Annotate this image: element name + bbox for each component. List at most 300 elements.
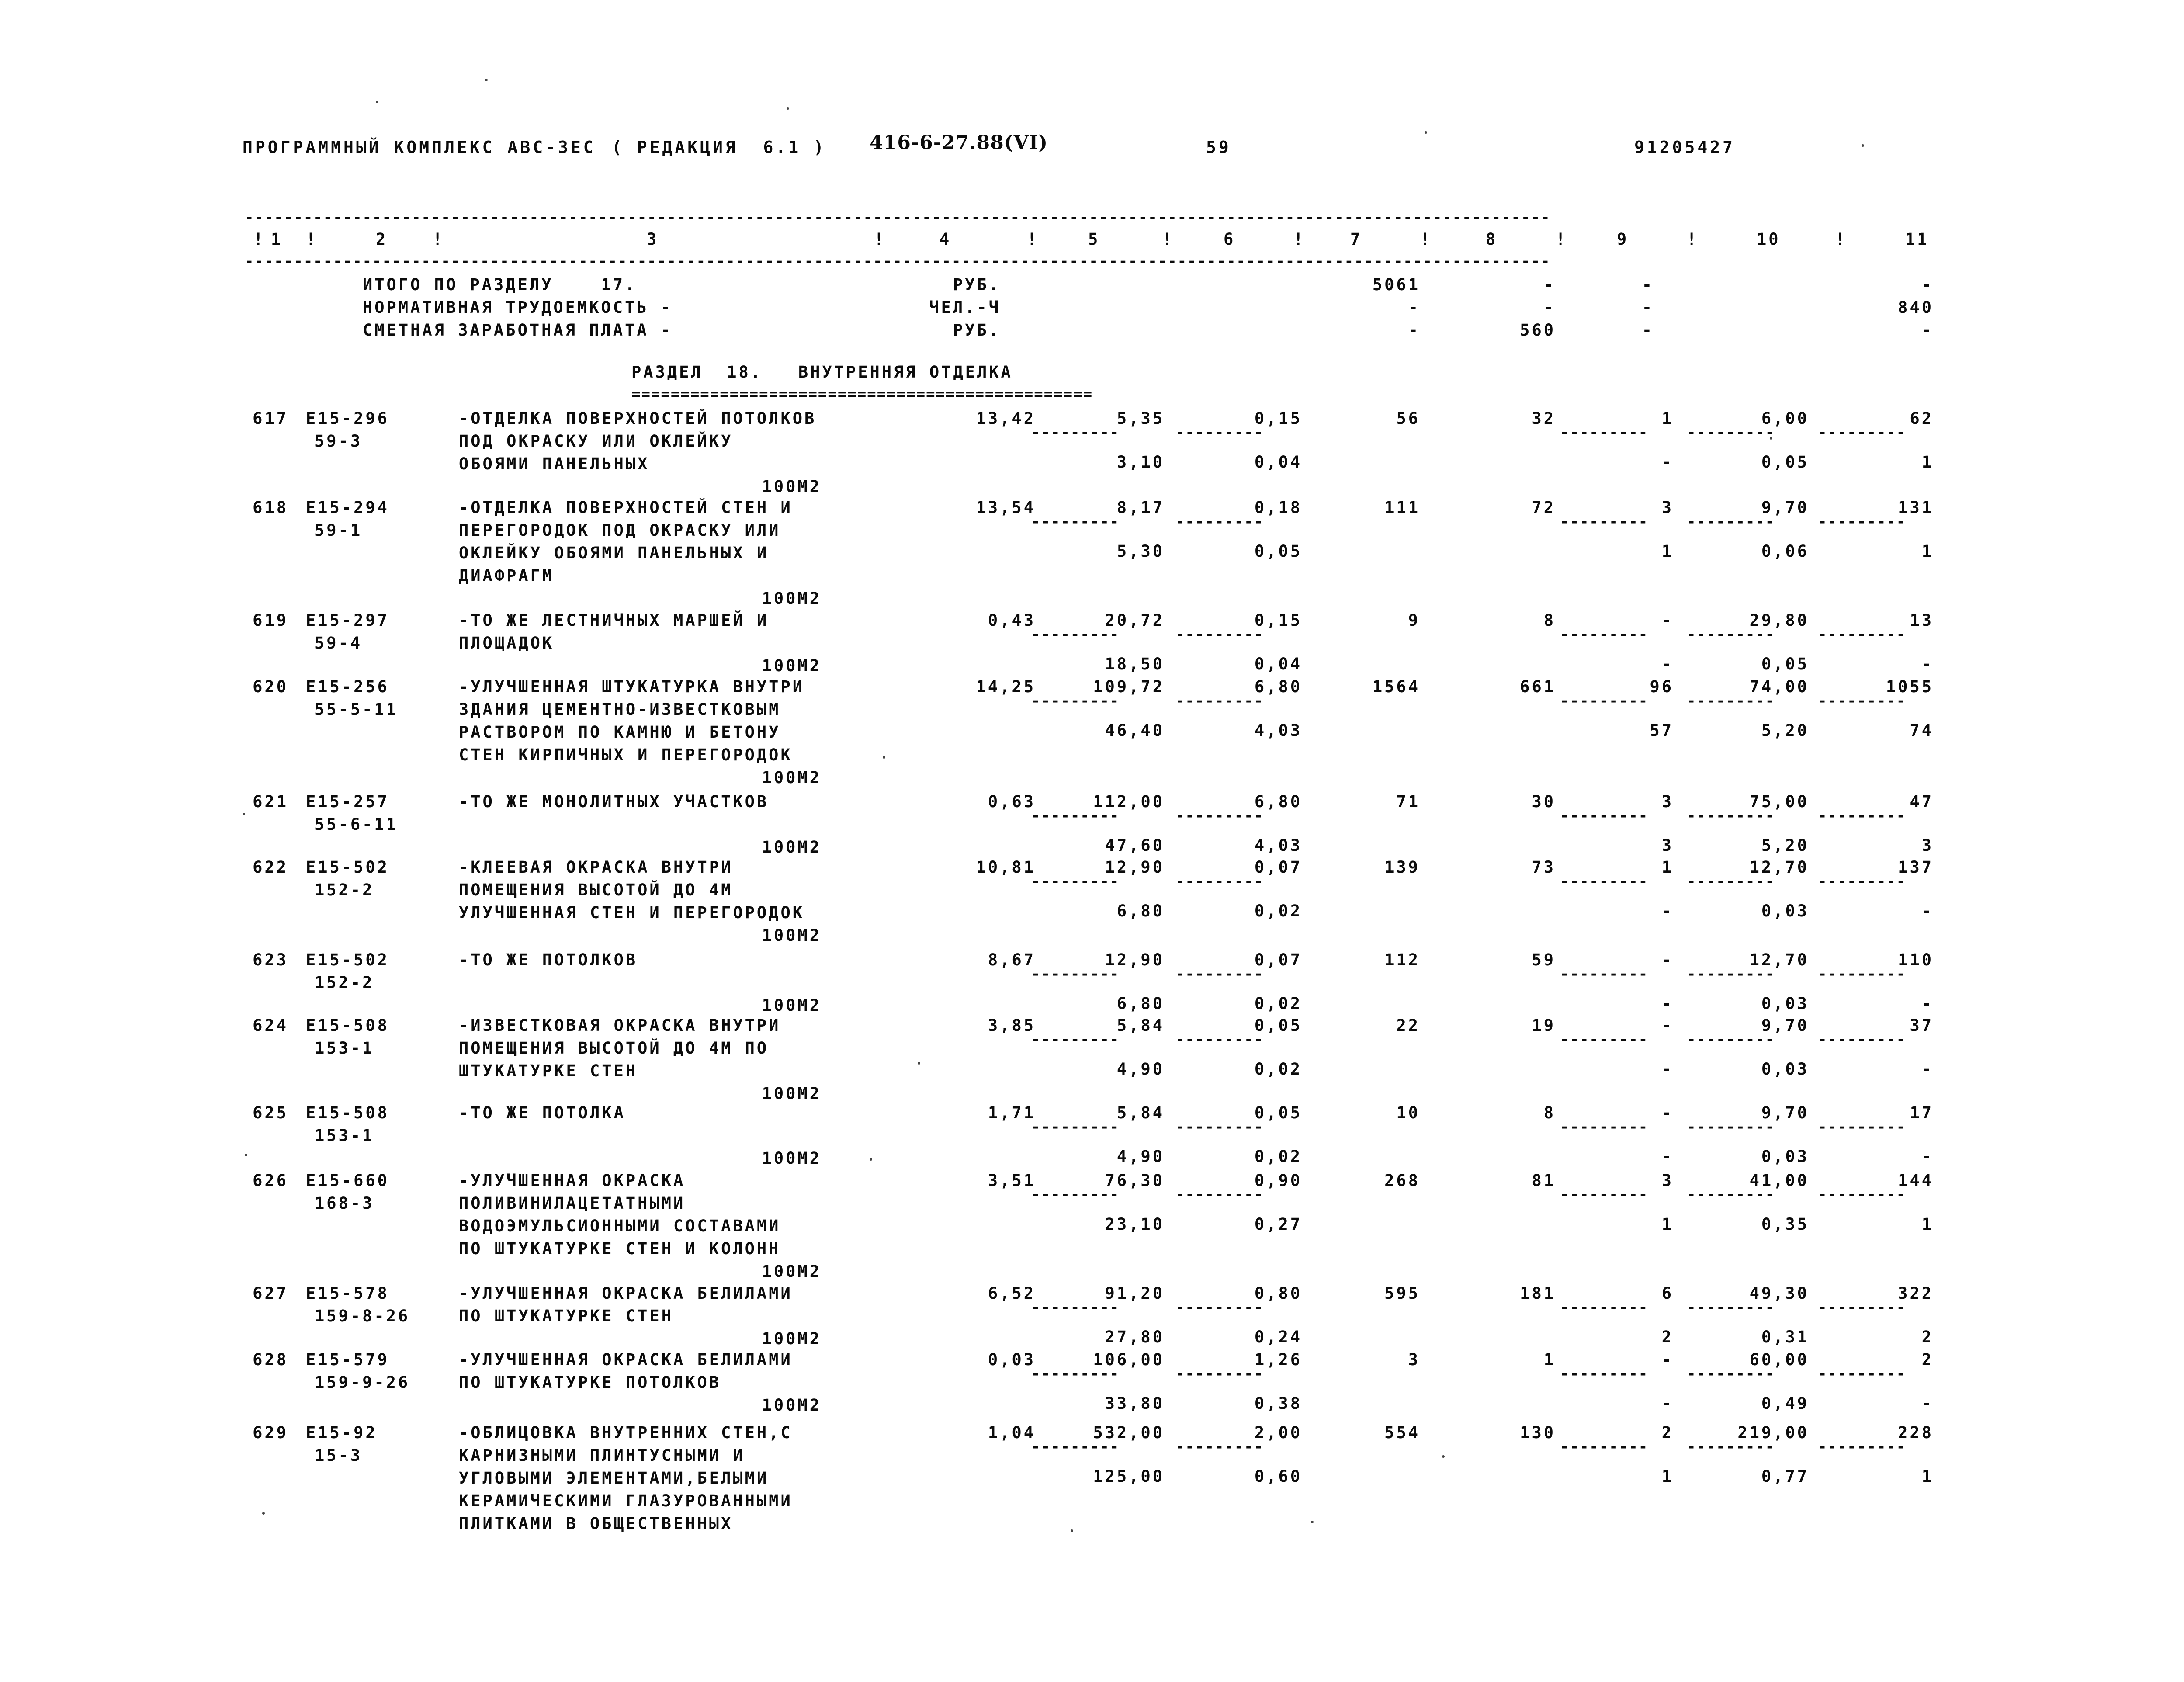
row-unit-cost: 106,00 xyxy=(1093,1350,1165,1369)
column-separator: ! xyxy=(874,230,886,249)
scan-speck xyxy=(262,1512,265,1515)
row-c9-sub: - xyxy=(1661,453,1674,472)
row-dash-rule: --------- xyxy=(1687,970,1775,978)
row-dash-rule: --------- xyxy=(1175,877,1264,886)
row-unit-labour-sub: 0,04 xyxy=(1254,453,1302,472)
row-total-wages: 661 xyxy=(1520,677,1556,696)
row-total-wages: 8 xyxy=(1543,1103,1556,1122)
row-quantity: 0,43 xyxy=(988,611,1036,630)
row-norm-ref: 55-5-11 xyxy=(315,700,398,719)
scan-speck xyxy=(1071,1529,1073,1532)
scan-speck xyxy=(245,1154,247,1156)
row-norm-code: Е15-297 xyxy=(306,611,389,630)
row-dash-rule: --------- xyxy=(1175,517,1264,526)
row-quantity: 14,25 xyxy=(976,677,1036,696)
program-name: ПРОГРАММНЫЙ КОМПЛЕКС АВС-3ЕС xyxy=(243,138,596,157)
row-dash-rule: --------- xyxy=(1175,970,1264,978)
row-measure-unit: 100М2 xyxy=(762,1329,822,1348)
row-c11-sub: 3 xyxy=(1921,836,1934,855)
column-separator: ! xyxy=(1027,230,1039,249)
row-c10-sub: 0,03 xyxy=(1761,1060,1809,1079)
row-unit-cost-sub: 33,80 xyxy=(1105,1394,1165,1413)
row-number: 629 xyxy=(253,1423,288,1442)
row-description: ДИАФРАГМ xyxy=(459,566,555,585)
row-dash-rule: --------- xyxy=(1031,1370,1120,1378)
column-number: 11 xyxy=(1905,230,1929,249)
row-measure-unit: 100М2 xyxy=(762,656,822,675)
row-total-wages: 130 xyxy=(1520,1423,1556,1442)
row-unit-labour-sub: 4,03 xyxy=(1254,721,1302,740)
column-number: 6 xyxy=(1224,230,1236,249)
row-description: ПЛИТКАМИ В ОБЩЕСТВЕННЫХ xyxy=(459,1514,733,1533)
row-unit-cost: 20,72 xyxy=(1105,611,1165,630)
row-dash-rule: --------- xyxy=(1818,630,1907,639)
total-c8: 560 xyxy=(1520,321,1556,340)
column-number: 10 xyxy=(1757,230,1781,249)
row-c9: 6 xyxy=(1661,1284,1674,1303)
row-dash-rule: --------- xyxy=(1818,1123,1907,1131)
row-description: ВОДОЭМУЛЬСИОННЫМИ СОСТАВАМИ xyxy=(459,1217,781,1235)
row-dash-rule: --------- xyxy=(1818,697,1907,705)
row-norm-code: Е15-257 xyxy=(306,792,389,811)
column-number: 5 xyxy=(1088,230,1100,249)
row-c10: 29,80 xyxy=(1749,611,1809,630)
row-unit-cost-sub: 125,00 xyxy=(1093,1467,1165,1486)
row-description: -ТО ЖЕ ЛЕСТНИЧНЫХ МАРШЕЙ И xyxy=(459,611,769,630)
row-dash-rule: --------- xyxy=(1560,1123,1649,1131)
row-c10-sub: 0,49 xyxy=(1761,1394,1809,1413)
row-c11: 228 xyxy=(1898,1423,1934,1442)
row-quantity: 1,71 xyxy=(988,1103,1036,1122)
total-c9: - xyxy=(1642,298,1654,317)
row-description: КЕРАМИЧЕСКИМИ ГЛАЗУРОВАННЫМИ xyxy=(459,1491,793,1510)
row-total-wages: 72 xyxy=(1532,498,1556,517)
row-unit-cost: 5,84 xyxy=(1116,1103,1165,1122)
row-description: ЗДАНИЯ ЦЕМЕНТНО-ИЗВЕСТКОВЫМ xyxy=(459,700,781,719)
row-description: КАРНИЗНЫМИ ПЛИНТУСНЫМИ И xyxy=(459,1446,745,1465)
total-c8: - xyxy=(1543,298,1556,317)
row-c11: 131 xyxy=(1898,498,1934,517)
row-dash-rule: --------- xyxy=(1818,1370,1907,1378)
row-c11-sub: - xyxy=(1921,1394,1934,1413)
handwritten-reference: 416-6-27.88(VI) xyxy=(870,132,1048,154)
row-dash-rule: --------- xyxy=(1175,1370,1264,1378)
row-dash-rule: --------- xyxy=(1560,697,1649,705)
row-c9-sub: 3 xyxy=(1661,836,1674,855)
row-norm-ref: 15-3 xyxy=(315,1446,363,1465)
row-dash-rule: --------- xyxy=(1031,517,1120,526)
row-c11-sub: 1 xyxy=(1921,453,1934,472)
row-total-cost: 9 xyxy=(1408,611,1420,630)
row-dash-rule: --------- xyxy=(1031,877,1120,886)
total-unit: ЧЕЛ.-Ч xyxy=(929,298,1001,317)
row-dash-rule: --------- xyxy=(1687,1035,1775,1044)
row-c10-sub: 0,05 xyxy=(1761,453,1809,472)
row-c9-sub: - xyxy=(1661,902,1674,920)
column-number: 4 xyxy=(939,230,952,249)
row-dash-rule: --------- xyxy=(1560,517,1649,526)
row-c10: 75,00 xyxy=(1749,792,1809,811)
row-dash-rule: --------- xyxy=(1818,517,1907,526)
row-unit-labour: 0,07 xyxy=(1254,858,1302,877)
row-c11: 110 xyxy=(1898,950,1934,969)
row-norm-code: Е15-579 xyxy=(306,1350,389,1369)
row-unit-cost: 109,72 xyxy=(1093,677,1165,696)
row-c11-sub: - xyxy=(1921,1060,1934,1079)
row-total-wages: 1 xyxy=(1543,1350,1556,1369)
row-c10: 9,70 xyxy=(1761,498,1809,517)
row-dash-rule: --------- xyxy=(1560,1370,1649,1378)
row-norm-ref: 152-2 xyxy=(315,973,374,992)
row-c9: - xyxy=(1661,1103,1674,1122)
row-quantity: 8,67 xyxy=(988,950,1036,969)
row-unit-labour: 0,07 xyxy=(1254,950,1302,969)
row-description: ПО ШТУКАТУРКЕ ПОТОЛКОВ xyxy=(459,1373,721,1392)
row-total-cost: 22 xyxy=(1396,1016,1420,1035)
row-unit-cost-sub: 4,90 xyxy=(1116,1147,1165,1166)
row-norm-code: Е15-502 xyxy=(306,858,389,877)
column-separator: ! xyxy=(306,230,318,249)
row-description: ПОМЕЩЕНИЯ ВЫСОТОЙ ДО 4М ПО xyxy=(459,1039,769,1058)
row-c10: 12,70 xyxy=(1749,950,1809,969)
row-norm-ref: 59-1 xyxy=(315,521,363,540)
total-c11: 840 xyxy=(1898,298,1934,317)
row-c10-sub: 0,35 xyxy=(1761,1215,1809,1234)
row-unit-cost: 76,30 xyxy=(1105,1171,1165,1190)
row-description: ПОМЕЩЕНИЯ ВЫСОТОЙ ДО 4М xyxy=(459,881,733,899)
row-total-wages: 19 xyxy=(1532,1016,1556,1035)
row-unit-labour: 0,18 xyxy=(1254,498,1302,517)
row-dash-rule: --------- xyxy=(1687,1190,1775,1199)
row-c11-sub: 2 xyxy=(1921,1328,1934,1346)
row-description: ПО ШТУКАТУРКЕ СТЕН xyxy=(459,1307,673,1325)
row-number: 618 xyxy=(253,498,288,517)
row-c11: 13 xyxy=(1910,611,1934,630)
row-unit-cost: 8,17 xyxy=(1116,498,1165,517)
row-norm-ref: 59-4 xyxy=(315,634,363,652)
column-separator: ! xyxy=(433,230,445,249)
row-dash-rule: --------- xyxy=(1175,1035,1264,1044)
row-c11-sub: 74 xyxy=(1910,721,1934,740)
table-header-rule: ------------------------------------------------------------------------------------------------------------------------------------- xyxy=(245,257,1551,266)
row-c10: 12,70 xyxy=(1749,858,1809,877)
row-total-wages: 73 xyxy=(1532,858,1556,877)
row-unit-cost-sub: 6,80 xyxy=(1116,902,1165,920)
row-dash-rule: --------- xyxy=(1175,697,1264,705)
row-norm-code: Е15-294 xyxy=(306,498,389,517)
row-number: 620 xyxy=(253,677,288,696)
row-norm-ref: 159-8-26 xyxy=(315,1307,410,1325)
total-c7: 5061 xyxy=(1372,275,1420,294)
row-dash-rule: --------- xyxy=(1031,428,1120,437)
row-c10-sub: 0,03 xyxy=(1761,994,1809,1013)
row-dash-rule: --------- xyxy=(1175,1303,1264,1312)
total-c8: - xyxy=(1543,275,1556,294)
row-dash-rule: --------- xyxy=(1687,1370,1775,1378)
row-dash-rule: --------- xyxy=(1687,697,1775,705)
row-c10: 49,30 xyxy=(1749,1284,1809,1303)
row-description: -ОТДЕЛКА ПОВЕРХНОСТЕЙ ПОТОЛКОВ xyxy=(459,409,817,428)
row-norm-code: Е15-92 xyxy=(306,1423,378,1442)
row-unit-cost: 12,90 xyxy=(1105,950,1165,969)
row-c10-sub: 0,06 xyxy=(1761,542,1809,561)
row-unit-cost-sub: 3,10 xyxy=(1116,453,1165,472)
row-unit-cost: 91,20 xyxy=(1105,1284,1165,1303)
scan-speck xyxy=(787,107,789,110)
column-separator: ! xyxy=(1835,230,1848,249)
row-quantity: 13,42 xyxy=(976,409,1036,428)
row-measure-unit: 100М2 xyxy=(762,589,822,608)
row-c11: 1055 xyxy=(1886,677,1934,696)
row-description: ПО ШТУКАТУРКЕ СТЕН И КОЛОНН xyxy=(459,1239,781,1258)
row-c9-sub: 57 xyxy=(1650,721,1674,740)
row-unit-cost-sub: 6,80 xyxy=(1116,994,1165,1013)
row-c9: 3 xyxy=(1661,792,1674,811)
row-quantity: 0,03 xyxy=(988,1350,1036,1369)
row-unit-labour-sub: 4,03 xyxy=(1254,836,1302,855)
row-c9-sub: - xyxy=(1661,1394,1674,1413)
scan-speck xyxy=(918,1062,920,1065)
row-norm-code: Е15-578 xyxy=(306,1284,389,1303)
row-dash-rule: --------- xyxy=(1175,812,1264,820)
row-dash-rule: --------- xyxy=(1560,428,1649,437)
total-c7: - xyxy=(1408,298,1420,317)
row-c11-sub: - xyxy=(1921,1147,1934,1166)
row-number: 624 xyxy=(253,1016,288,1035)
scan-speck xyxy=(1311,1521,1314,1523)
row-description: ОБОЯМИ ПАНЕЛЬНЫХ xyxy=(459,454,650,473)
row-dash-rule: --------- xyxy=(1687,1303,1775,1312)
row-dash-rule: --------- xyxy=(1175,1190,1264,1199)
row-unit-labour: 0,80 xyxy=(1254,1284,1302,1303)
row-total-cost: 71 xyxy=(1396,792,1420,811)
row-description: ОКЛЕЙКУ ОБОЯМИ ПАНЕЛЬНЫХ И xyxy=(459,544,769,562)
row-description: РАСТВОРОМ ПО КАМНЮ И БЕТОНУ xyxy=(459,723,781,742)
total-c11: - xyxy=(1921,321,1934,340)
row-norm-ref: 168-3 xyxy=(315,1194,374,1213)
row-c9-sub: 1 xyxy=(1661,542,1674,561)
row-c11: 144 xyxy=(1898,1171,1934,1190)
row-unit-cost-sub: 18,50 xyxy=(1105,655,1165,673)
row-dash-rule: --------- xyxy=(1175,1123,1264,1131)
row-c10: 219,00 xyxy=(1737,1423,1809,1442)
section-title-underline: =============================================== xyxy=(631,390,1093,399)
table-top-rule: ------------------------------------------------------------------------------------------------------------------------------------- xyxy=(245,213,1551,222)
column-separator: ! xyxy=(1162,230,1175,249)
section-title: РАЗДЕЛ 18. ВНУТРЕННЯЯ ОТДЕЛКА xyxy=(631,363,1013,381)
row-number: 627 xyxy=(253,1284,288,1303)
row-c10: 60,00 xyxy=(1749,1350,1809,1369)
row-norm-ref: 152-2 xyxy=(315,881,374,899)
row-dash-rule: --------- xyxy=(1560,812,1649,820)
row-total-cost: 595 xyxy=(1384,1284,1420,1303)
row-measure-unit: 100М2 xyxy=(762,838,822,857)
total-unit: РУБ. xyxy=(953,321,1001,340)
row-norm-ref: 159-9-26 xyxy=(315,1373,410,1392)
row-c10: 41,00 xyxy=(1749,1171,1809,1190)
row-c9: 1 xyxy=(1661,409,1674,428)
row-number: 626 xyxy=(253,1171,288,1190)
row-c11-sub: - xyxy=(1921,655,1934,673)
row-c9: 1 xyxy=(1661,858,1674,877)
row-dash-rule: --------- xyxy=(1818,877,1907,886)
row-c9-sub: - xyxy=(1661,1147,1674,1166)
row-number: 619 xyxy=(253,611,288,630)
row-description: УГЛОВЫМИ ЭЛЕМЕНТАМИ,БЕЛЫМИ xyxy=(459,1469,769,1488)
row-norm-code: Е15-256 xyxy=(306,677,389,696)
row-norm-code: Е15-296 xyxy=(306,409,389,428)
row-c9: 3 xyxy=(1661,1171,1674,1190)
row-unit-cost-sub: 27,80 xyxy=(1105,1328,1165,1346)
row-description: -ИЗВЕСТКОВАЯ ОКРАСКА ВНУТРИ xyxy=(459,1016,781,1035)
edition-label: ( РЕДАКЦИЯ 6.1 ) xyxy=(612,138,826,157)
row-quantity: 0,63 xyxy=(988,792,1036,811)
row-dash-rule: --------- xyxy=(1560,1035,1649,1044)
row-c10: 74,00 xyxy=(1749,677,1809,696)
scan-speck xyxy=(1770,437,1772,440)
row-dash-rule: --------- xyxy=(1818,812,1907,820)
row-dash-rule: --------- xyxy=(1175,1443,1264,1451)
row-dash-rule: --------- xyxy=(1031,1190,1120,1199)
row-measure-unit: 100М2 xyxy=(762,926,822,945)
row-dash-rule: --------- xyxy=(1560,1190,1649,1199)
row-unit-cost-sub: 23,10 xyxy=(1105,1215,1165,1234)
total-c9: - xyxy=(1642,321,1654,340)
row-dash-rule: --------- xyxy=(1031,970,1120,978)
row-unit-labour-sub: 0,05 xyxy=(1254,542,1302,561)
row-description: ПОД ОКРАСКУ ИЛИ ОКЛЕЙКУ xyxy=(459,432,733,451)
row-c10-sub: 0,05 xyxy=(1761,655,1809,673)
row-c11-sub: - xyxy=(1921,994,1934,1013)
row-number: 623 xyxy=(253,950,288,969)
row-c9: - xyxy=(1661,950,1674,969)
row-number: 617 xyxy=(253,409,288,428)
row-unit-labour: 0,15 xyxy=(1254,611,1302,630)
column-separator: ! xyxy=(253,230,266,249)
row-description: -УЛУЧШЕННАЯ ОКРАСКА БЕЛИЛАМИ xyxy=(459,1284,793,1303)
row-measure-unit: 100М2 xyxy=(762,477,822,496)
row-description: ШТУКАТУРКЕ СТЕН xyxy=(459,1061,638,1080)
row-c10-sub: 0,03 xyxy=(1761,902,1809,920)
row-unit-cost-sub: 5,30 xyxy=(1116,542,1165,561)
row-norm-code: Е15-508 xyxy=(306,1103,389,1122)
row-dash-rule: --------- xyxy=(1560,1443,1649,1451)
row-total-wages: 8 xyxy=(1543,611,1556,630)
row-number: 621 xyxy=(253,792,288,811)
row-dash-rule: --------- xyxy=(1031,630,1120,639)
row-description: -УЛУЧШЕННАЯ ОКРАСКА БЕЛИЛАМИ xyxy=(459,1350,793,1369)
row-description: -УЛУЧШЕННАЯ ОКРАСКА xyxy=(459,1171,686,1190)
row-measure-unit: 100М2 xyxy=(762,1149,822,1168)
row-dash-rule: --------- xyxy=(1560,1303,1649,1312)
row-description: -УЛУЧШЕННАЯ ШТУКАТУРКА ВНУТРИ xyxy=(459,677,805,696)
row-dash-rule: --------- xyxy=(1818,970,1907,978)
scan-speck xyxy=(1862,144,1864,147)
total-c11: - xyxy=(1921,275,1934,294)
document-code: 91205427 xyxy=(1634,138,1736,157)
row-c9-sub: - xyxy=(1661,655,1674,673)
row-unit-labour: 2,00 xyxy=(1254,1423,1302,1442)
row-dash-rule: --------- xyxy=(1175,630,1264,639)
row-description: ПЕРЕГОРОДОК ПОД ОКРАСКУ ИЛИ xyxy=(459,521,781,540)
total-unit: РУБ. xyxy=(953,275,1001,294)
row-measure-unit: 100М2 xyxy=(762,996,822,1015)
row-dash-rule: --------- xyxy=(1560,877,1649,886)
row-unit-cost: 12,90 xyxy=(1105,858,1165,877)
row-unit-labour-sub: 0,38 xyxy=(1254,1394,1302,1413)
row-c10: 6,00 xyxy=(1761,409,1809,428)
row-description: -ТО ЖЕ МОНОЛИТНЫХ УЧАСТКОВ xyxy=(459,792,769,811)
row-number: 622 xyxy=(253,858,288,877)
row-dash-rule: --------- xyxy=(1818,428,1907,437)
row-unit-labour-sub: 0,02 xyxy=(1254,1147,1302,1166)
row-c10-sub: 5,20 xyxy=(1761,836,1809,855)
row-total-cost: 268 xyxy=(1384,1171,1420,1190)
row-quantity: 13,54 xyxy=(976,498,1036,517)
scan-speck xyxy=(485,79,488,81)
row-unit-labour: 0,05 xyxy=(1254,1103,1302,1122)
row-unit-labour-sub: 0,60 xyxy=(1254,1467,1302,1486)
row-c9-sub: 2 xyxy=(1661,1328,1674,1346)
row-quantity: 6,52 xyxy=(988,1284,1036,1303)
row-unit-cost: 532,00 xyxy=(1093,1423,1165,1442)
row-dash-rule: --------- xyxy=(1031,1443,1120,1451)
row-c10: 9,70 xyxy=(1761,1016,1809,1035)
row-c10-sub: 0,31 xyxy=(1761,1328,1809,1346)
row-total-cost: 554 xyxy=(1384,1423,1420,1442)
row-description: ПОЛИВИНИЛАЦЕТАТНЫМИ xyxy=(459,1194,686,1213)
row-c9: - xyxy=(1661,611,1674,630)
row-number: 625 xyxy=(253,1103,288,1122)
row-description: УЛУЧШЕННАЯ СТЕН И ПЕРЕГОРОДОК xyxy=(459,903,805,922)
row-norm-ref: 59-3 xyxy=(315,432,363,451)
row-unit-labour-sub: 0,27 xyxy=(1254,1215,1302,1234)
row-total-cost: 1564 xyxy=(1372,677,1420,696)
column-number: 3 xyxy=(647,230,659,249)
row-measure-unit: 100М2 xyxy=(762,1084,822,1103)
row-c9-sub: 1 xyxy=(1661,1467,1674,1486)
column-separator: ! xyxy=(1556,230,1568,249)
row-norm-ref: 153-1 xyxy=(315,1126,374,1145)
column-separator: ! xyxy=(1293,230,1306,249)
row-description: -КЛЕЕВАЯ ОКРАСКА ВНУТРИ xyxy=(459,858,733,877)
row-c11: 322 xyxy=(1898,1284,1934,1303)
row-total-cost: 139 xyxy=(1384,858,1420,877)
total-label: НОРМАТИВНАЯ ТРУДОЕМКОСТЬ - xyxy=(363,298,673,317)
row-unit-cost-sub: 46,40 xyxy=(1105,721,1165,740)
row-quantity: 3,85 xyxy=(988,1016,1036,1035)
row-description: СТЕН КИРПИЧНЫХ И ПЕРЕГОРОДОК xyxy=(459,746,793,764)
row-total-wages: 30 xyxy=(1532,792,1556,811)
column-separator: ! xyxy=(1687,230,1699,249)
column-number: 7 xyxy=(1350,230,1362,249)
row-dash-rule: --------- xyxy=(1818,1190,1907,1199)
row-norm-code: Е15-660 xyxy=(306,1171,389,1190)
row-unit-cost-sub: 47,60 xyxy=(1105,836,1165,855)
row-norm-ref: 55-6-11 xyxy=(315,815,398,834)
row-norm-code: Е15-508 xyxy=(306,1016,389,1035)
row-unit-cost-sub: 4,90 xyxy=(1116,1060,1165,1079)
row-c9: 96 xyxy=(1650,677,1674,696)
row-unit-labour-sub: 0,02 xyxy=(1254,994,1302,1013)
row-norm-ref: 153-1 xyxy=(315,1039,374,1058)
row-unit-labour-sub: 0,24 xyxy=(1254,1328,1302,1346)
row-dash-rule: --------- xyxy=(1031,697,1120,705)
row-unit-labour: 1,26 xyxy=(1254,1350,1302,1369)
row-unit-labour-sub: 0,04 xyxy=(1254,655,1302,673)
row-description: -ТО ЖЕ ПОТОЛКОВ xyxy=(459,950,638,969)
row-dash-rule: --------- xyxy=(1687,517,1775,526)
